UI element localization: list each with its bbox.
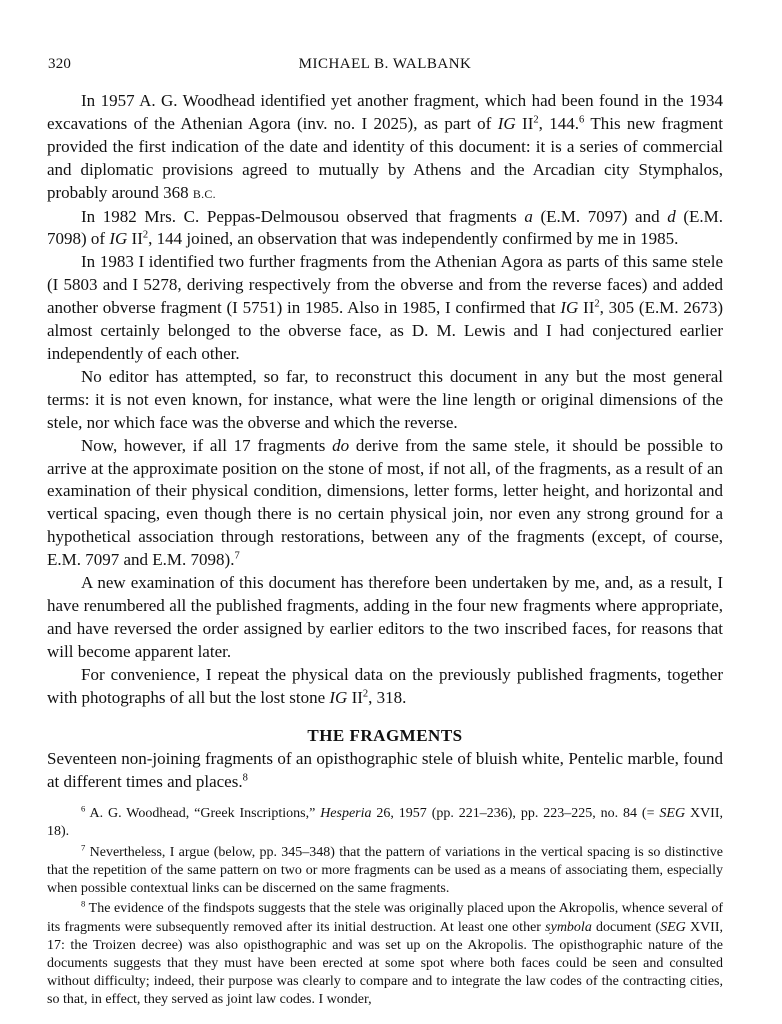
footnote-number: 8: [81, 898, 86, 909]
small-caps-era: B.C.: [192, 186, 216, 201]
text-run: XVII, 17: the Troizen decree) was also opisthographic and was set up on the Akropolis. The opisthographic nature of the documents suggests that they must have been erected at some spot where both faces could be seen and consulted without difficulty; indeed, their purpose was clearly to compare and to integrate the law codes of the contracting cities, so that, in effect, they served as joint law codes. I wonder,: [47, 919, 724, 1008]
footnotes: [47, 805, 723, 1009]
italic-abbrev: IG: [497, 113, 516, 133]
text-run: A. G. Woodhead, “Greek Inscriptions,”: [85, 806, 321, 822]
text-run: , 144.: [538, 113, 579, 133]
text-run: (E.M. 7098) of: [47, 206, 723, 249]
page-number: 320: [48, 56, 72, 72]
italic-abbrev: SEG: [660, 919, 686, 935]
article-body: [47, 90, 723, 1010]
italic-abbrev: IG: [560, 298, 579, 318]
text-run: II: [578, 298, 595, 318]
text-run: (E.M. 7097) and: [532, 206, 668, 226]
italic-abbrev: SEG: [659, 806, 686, 822]
footnote-ref: 6: [579, 114, 585, 126]
text-run: II: [515, 113, 534, 133]
italic-fragment-letter: d: [667, 206, 676, 226]
running-head: MICHAEL B. WALBANK: [298, 56, 472, 72]
italic-emphasis: do: [332, 435, 350, 455]
italic-abbrev: IG: [109, 229, 128, 249]
footnote-7: [47, 844, 723, 899]
paragraph-convenience: [47, 664, 723, 710]
footnote-number: 6: [81, 803, 86, 814]
page-header: [48, 56, 722, 76]
paragraph-new-examination: [47, 572, 723, 664]
text-run: document (: [591, 919, 661, 935]
paragraph-woodhead-1957: [47, 90, 723, 206]
text-run: derive from the same stele, it should be possible to arrive at the approximate position on the stone of most, if not all, of the fragments, as a result of an examination of their physical condition, dimensions, letter forms, letter height, and horizontal and vertical spacing, even though there is no certain physical join, nor even any strong ground for a hypothetical association through restorations, between any of the fragments (except, of course, E.M. 7097 and E.M. 7098).: [47, 435, 723, 570]
section-heading: THE FRAGMENTS: [307, 726, 463, 746]
italic-fragment-letter: a: [524, 206, 533, 226]
text-run: II: [127, 229, 143, 249]
text-run: In 1983 I identified two further fragments from the Athenian Agora as parts of this same stele (I 5803 and I 5278, deriving respectively from the obverse and from the reverse faces) and added another obverse fragment (I 5751) in 1985. Also in 1985, I confirmed that: [47, 252, 723, 318]
footnote-number: 7: [81, 842, 86, 853]
footnote-6: [47, 805, 723, 841]
italic-journal: Hesperia: [320, 806, 372, 822]
text-run: In 1957 A. G. Woodhead identified yet another fragment, which had been found in the 1934 excavations of the Athenian Agora (inv. no. I 2025), as part of: [47, 91, 723, 133]
text-run: No editor has attempted, so far, to reconstruct this document in any but the most general terms: it is not even known, for instance, what were the line length or original dimensions of the stele, nor which face was the obverse and which the reverse.: [47, 366, 723, 432]
text-run: XVII, 18).: [47, 806, 724, 840]
footnote-ref: 7: [234, 550, 240, 562]
section-intro: [47, 748, 723, 794]
text-run: , 305 (E.M. 2673) almost certainly belonged to the obverse face, as D. M. Lewis and I had conjectured earlier independently of each other.: [47, 298, 723, 363]
footnote-ref: 8: [242, 772, 248, 784]
text-run: 26, 1957 (pp. 221–236), pp. 223–225, no. 84 (=: [371, 806, 660, 822]
superscript: 2: [533, 114, 539, 126]
text-run: In 1982 Mrs. C. Peppas-Delmousou observed that fragments: [81, 206, 525, 226]
text-run: Nevertheless, I argue (below, pp. 345–348) that the pattern of variations in the vertical spacing is so distinctive that the repetition of the same pattern on two or more fragments can be used as a means of associating them, especially when possible contextual links can be discerned on the same fragments.: [47, 844, 723, 897]
superscript: 2: [362, 687, 369, 699]
text-run: For convenience, I repeat the physical data on the previously published fragments, together with photographs of all but the lost stone: [47, 664, 723, 707]
text-run: , 144 joined, an observation that was independently confirmed by me in 1985.: [148, 229, 679, 249]
text-run: II: [347, 687, 363, 707]
paragraph-peppas-delmousou-1982: [47, 206, 723, 252]
paragraph-seventeen-fragments: [47, 435, 723, 572]
italic-abbrev: IG: [329, 687, 348, 707]
text-run: Seventeen non-joining fragments of an opisthographic stele of bluish white, Pentelic marble, found at different times and places.: [47, 749, 723, 792]
italic-term: symbola: [545, 919, 592, 935]
superscript: 2: [594, 298, 600, 310]
text-run: , 318.: [368, 687, 407, 707]
text-run: Now, however, if all 17 fragments: [81, 435, 333, 455]
superscript: 2: [142, 229, 149, 241]
text-run: A new examination of this document has therefore been undertaken by me, and, as a result, I have renumbered all the published fragments, adding in the four new fragments where appropriate, and have reversed the order assigned by earlier editors to the two inscribed faces, for reasons that will become apparent later.: [47, 573, 723, 661]
footnote-8: [47, 900, 723, 1009]
text-run: The evidence of the findspots suggests that the stele was originally placed upon the Akropolis, whence several of its fragments were subsequently removed after its initial destruction. At least one other: [47, 901, 723, 935]
text-run: This new fragment provided the first indication of the date and identity of this document: it is a series of commercial and diplomatic provisions agreed to mutually by Athens and the Arcadian city Stymphalos, probably around 368: [47, 113, 723, 202]
paragraph-agora-1983: [47, 251, 723, 366]
paragraph-no-editor: [47, 366, 723, 435]
